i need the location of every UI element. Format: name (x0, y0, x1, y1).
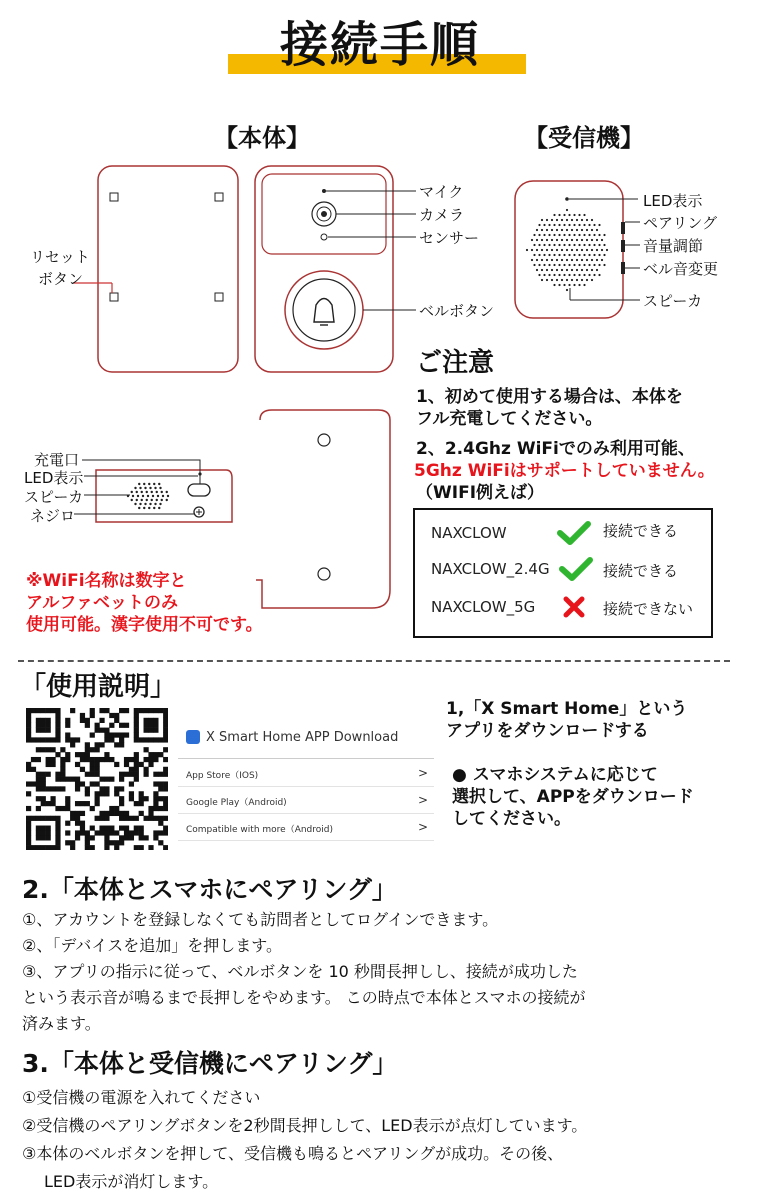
pairing-receiver-l3: ③本体のベルボタンを押して、受信機も鳴るとペアリングが成功。その後、 (22, 1144, 564, 1163)
wifi-status: 接続できる (603, 522, 679, 540)
notice-line2b: 5Ghz WiFiはサポートしていません。 (414, 461, 715, 481)
pairing-phone-l3: ③、アプリの指示に従って、ベルボタンを 10 秒間長押しし、接続が成功した (22, 962, 578, 981)
chevron-right-icon: > (417, 820, 428, 834)
wifi-warning-3: 使用可能。漢字使用不可です。 (26, 615, 263, 635)
wifi-warning-1: ※WiFi名称は数字と (26, 571, 187, 591)
screw-label: ネジロ (30, 507, 76, 525)
check-icon (557, 520, 591, 546)
notice-line3: （WIFI例えば） (416, 483, 545, 503)
screw-hole (215, 293, 223, 301)
reset-label-1: リセット (30, 248, 90, 266)
sensor-dot (321, 234, 327, 240)
receiver-pairing-label: ペアリング (643, 214, 718, 232)
app-card-header (178, 716, 434, 759)
notice-line1a: 1、初めて使用する場合は、本体を (416, 387, 683, 407)
camera-label: カメラ (419, 206, 465, 224)
wifi-name: NAXCLOW_5G (431, 598, 536, 616)
bell-icon (314, 299, 334, 323)
receiver-label: 【受信機】 (524, 124, 644, 152)
bottom-led-label: LED表示 (24, 469, 84, 487)
wifi-name: NAXCLOW (431, 524, 507, 542)
bottom-speaker-grille (127, 483, 169, 509)
wifi-example-row (415, 554, 715, 584)
reset-label-2: ボタン (38, 270, 84, 288)
sensor-label: センサー (419, 229, 480, 247)
mic-dot (322, 189, 326, 193)
chevron-right-icon: > (417, 793, 428, 807)
pairing-phone-heading: 2.「本体とスマホにペアリング」 (22, 875, 397, 904)
receiver-bell-sound-label: ベル音変更 (643, 260, 719, 278)
usage-heading: 「使用説明」 (20, 672, 177, 702)
receiver-led (565, 197, 569, 201)
compatible-link[interactable] (178, 814, 434, 841)
app-download-card (178, 716, 434, 842)
bottom-speaker-label: スピーカ (24, 488, 84, 506)
notice-line1b: フル充電してください。 (416, 409, 603, 429)
qr-code-icon[interactable] (26, 708, 168, 850)
google-play-label: Google Play（Android) (186, 798, 287, 808)
chevron-right-icon: > (417, 766, 428, 780)
app-logo-icon (186, 730, 200, 744)
wifi-example-row (415, 518, 715, 548)
charge-port (188, 484, 210, 496)
receiver-led-label: LED表示 (643, 192, 703, 210)
check-icon (559, 556, 593, 582)
usage-bullet-c: してください。 (452, 809, 571, 829)
wifi-status: 接続できる (603, 562, 679, 580)
bell-button-outer (285, 271, 363, 349)
screw-hole (110, 193, 118, 201)
pairing-receiver-heading: 3.「本体と受信機にペアリング」 (22, 1049, 398, 1078)
pairing-receiver-l2: ②受信機のペアリングボタンを2秒間長押しして、LED表示が点灯しています。 (22, 1116, 588, 1135)
notice-line2a: 2、2.4Ghz WiFiでのみ利用可能、 (416, 439, 695, 459)
app-store-label: App Store（IOS) (186, 771, 259, 781)
reset-button-square (110, 293, 118, 301)
receiver-speaker-label: スピーカ (643, 292, 703, 310)
pairing-receiver-l4: LED表示が消灯します。 (44, 1172, 219, 1191)
mic-label: マイク (419, 183, 464, 201)
usage-bullet-b: 選択して、APPをダウンロード (452, 787, 694, 807)
app-card-title: X Smart Home APP Download (206, 730, 399, 745)
wifi-example-box (413, 508, 713, 638)
cross-icon (563, 596, 585, 618)
main-unit-label: 【本体】 (214, 124, 310, 152)
receiver-volume-label: 音量調節 (643, 237, 704, 255)
app-store-link[interactable] (178, 760, 434, 787)
unit-back-outline (98, 166, 238, 372)
mounting-plate-outline (256, 410, 390, 608)
screw-hole (215, 193, 223, 201)
charge-port-label: 充電口 (34, 451, 80, 469)
pairing-phone-l5: 済みます。 (22, 1014, 101, 1033)
notice-heading: ご注意 (416, 348, 495, 378)
compatible-label: Compatible with more（Android) (186, 825, 334, 835)
receiver-speaker-grille (526, 209, 608, 291)
wifi-warning-2: アルファベットのみ (26, 593, 178, 613)
google-play-link[interactable] (178, 787, 434, 814)
page-title: 接続手順 (279, 17, 480, 73)
pairing-receiver-l1: ①受信機の電源を入れてください (22, 1088, 261, 1107)
usage-step1a: 1,「X Smart Home」という (446, 699, 688, 719)
section-divider (18, 660, 730, 662)
wifi-example-row (415, 592, 715, 622)
pairing-phone-l2: ②、「デバイスを追加」を押します。 (22, 936, 282, 955)
pairing-phone-l4: という表示音が鳴るまで長押しをやめます。 この時点で本体とスマホの接続が (22, 988, 586, 1007)
usage-bullet-a: ● スマホシステムに応じて (452, 765, 658, 785)
wifi-status: 接続できない (603, 600, 694, 618)
wifi-name: NAXCLOW_2.4G (431, 560, 550, 578)
bell-button-label: ベルボタン (419, 302, 495, 320)
usage-step1b: アプリをダウンロードする (446, 721, 649, 741)
pairing-phone-l1: ①、アカウントを登録しなくても訪問者としてログインできます。 (22, 910, 499, 929)
